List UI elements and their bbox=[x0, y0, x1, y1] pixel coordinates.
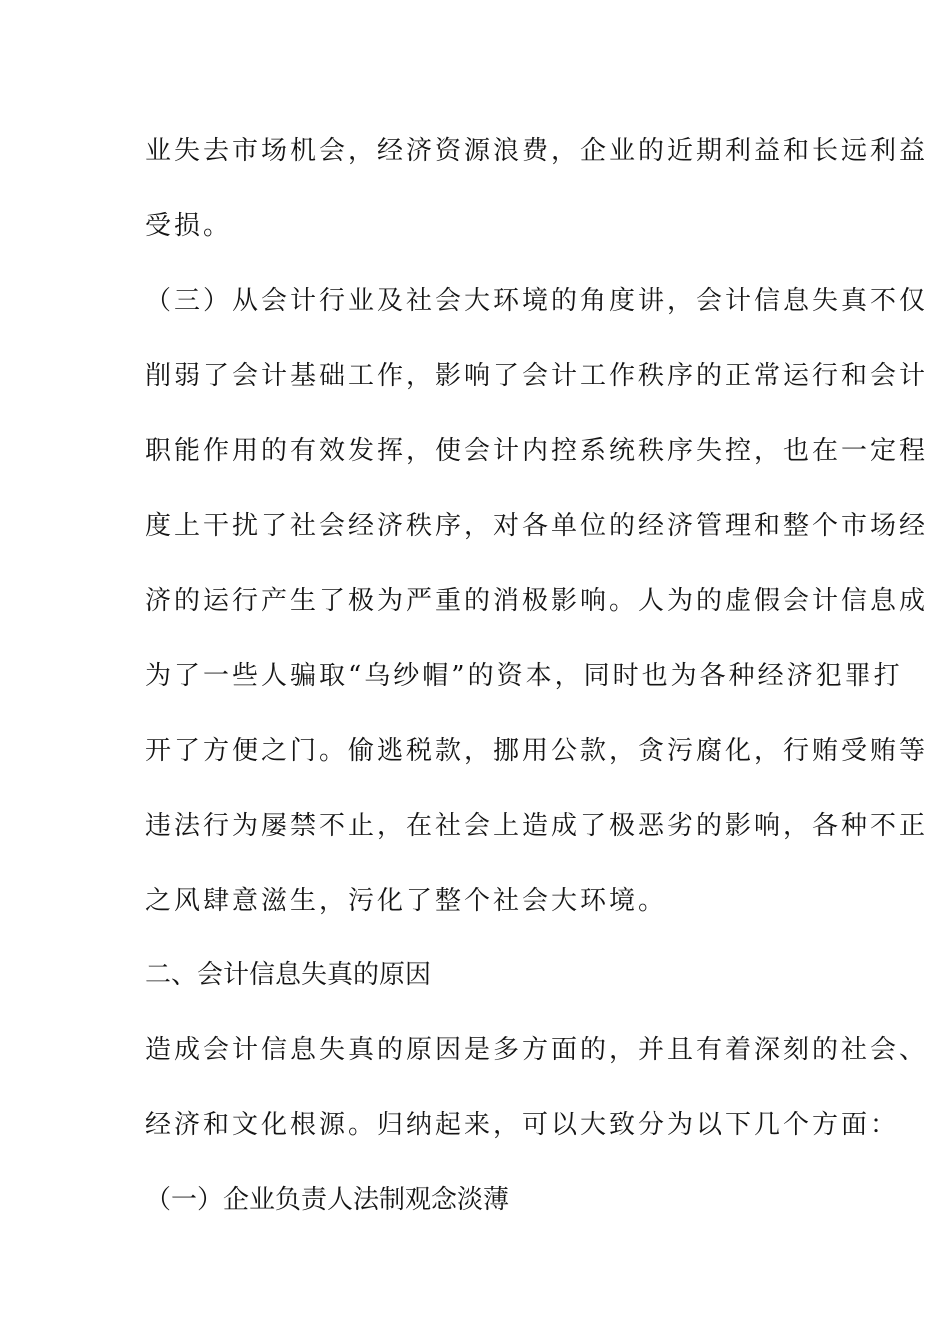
causes-paragraph-line-1: 造成会计信息失真的原因是多方面的，并且有着深刻的社会、 bbox=[145, 1035, 929, 1065]
paragraph-line-2: 受损。 bbox=[145, 211, 233, 241]
section-3-paragraph-line-8: 违法行为屡禁不止，在社会上造成了极恶劣的影响，各种不正 bbox=[145, 811, 929, 841]
section-3-paragraph-line-1: （三）从会计行业及社会大环境的角度讲，会计信息失真不仅 bbox=[145, 286, 929, 316]
section-3-paragraph-line-5: 济的运行产生了极为严重的消极影响。人为的虚假会计信息成 bbox=[145, 586, 929, 616]
section-3-paragraph-line-3: 职能作用的有效发挥，使会计内控系统秩序失控，也在一定程 bbox=[145, 436, 929, 466]
section-3-paragraph-line-6: 为了一些人骗取“乌纱帽”的资本，同时也为各种经济犯罪打 bbox=[145, 661, 903, 691]
section-3-paragraph-line-4: 度上干扰了社会经济秩序，对各单位的经济管理和整个市场经 bbox=[145, 511, 929, 541]
section-3-paragraph-line-9: 之风肆意滋生，污化了整个社会大环境。 bbox=[145, 886, 668, 916]
section-3-paragraph-line-2: 削弱了会计基础工作，影响了会计工作秩序的正常运行和会计 bbox=[145, 361, 929, 391]
subsection-heading-1: （一）企业负责人法制观念淡薄 bbox=[145, 1185, 510, 1215]
paragraph-line-1: 业失去市场机会，经济资源浪费，企业的近期利益和长远利益 bbox=[145, 136, 929, 166]
section-3-paragraph-line-7: 开了方便之门。偷逃税款，挪用公款，贪污腐化，行贿受贿等 bbox=[145, 736, 929, 766]
section-heading-2: 二、会计信息失真的原因 bbox=[145, 960, 432, 990]
causes-paragraph-line-2: 经济和文化根源。归纳起来，可以大致分为以下几个方面： bbox=[145, 1110, 900, 1140]
